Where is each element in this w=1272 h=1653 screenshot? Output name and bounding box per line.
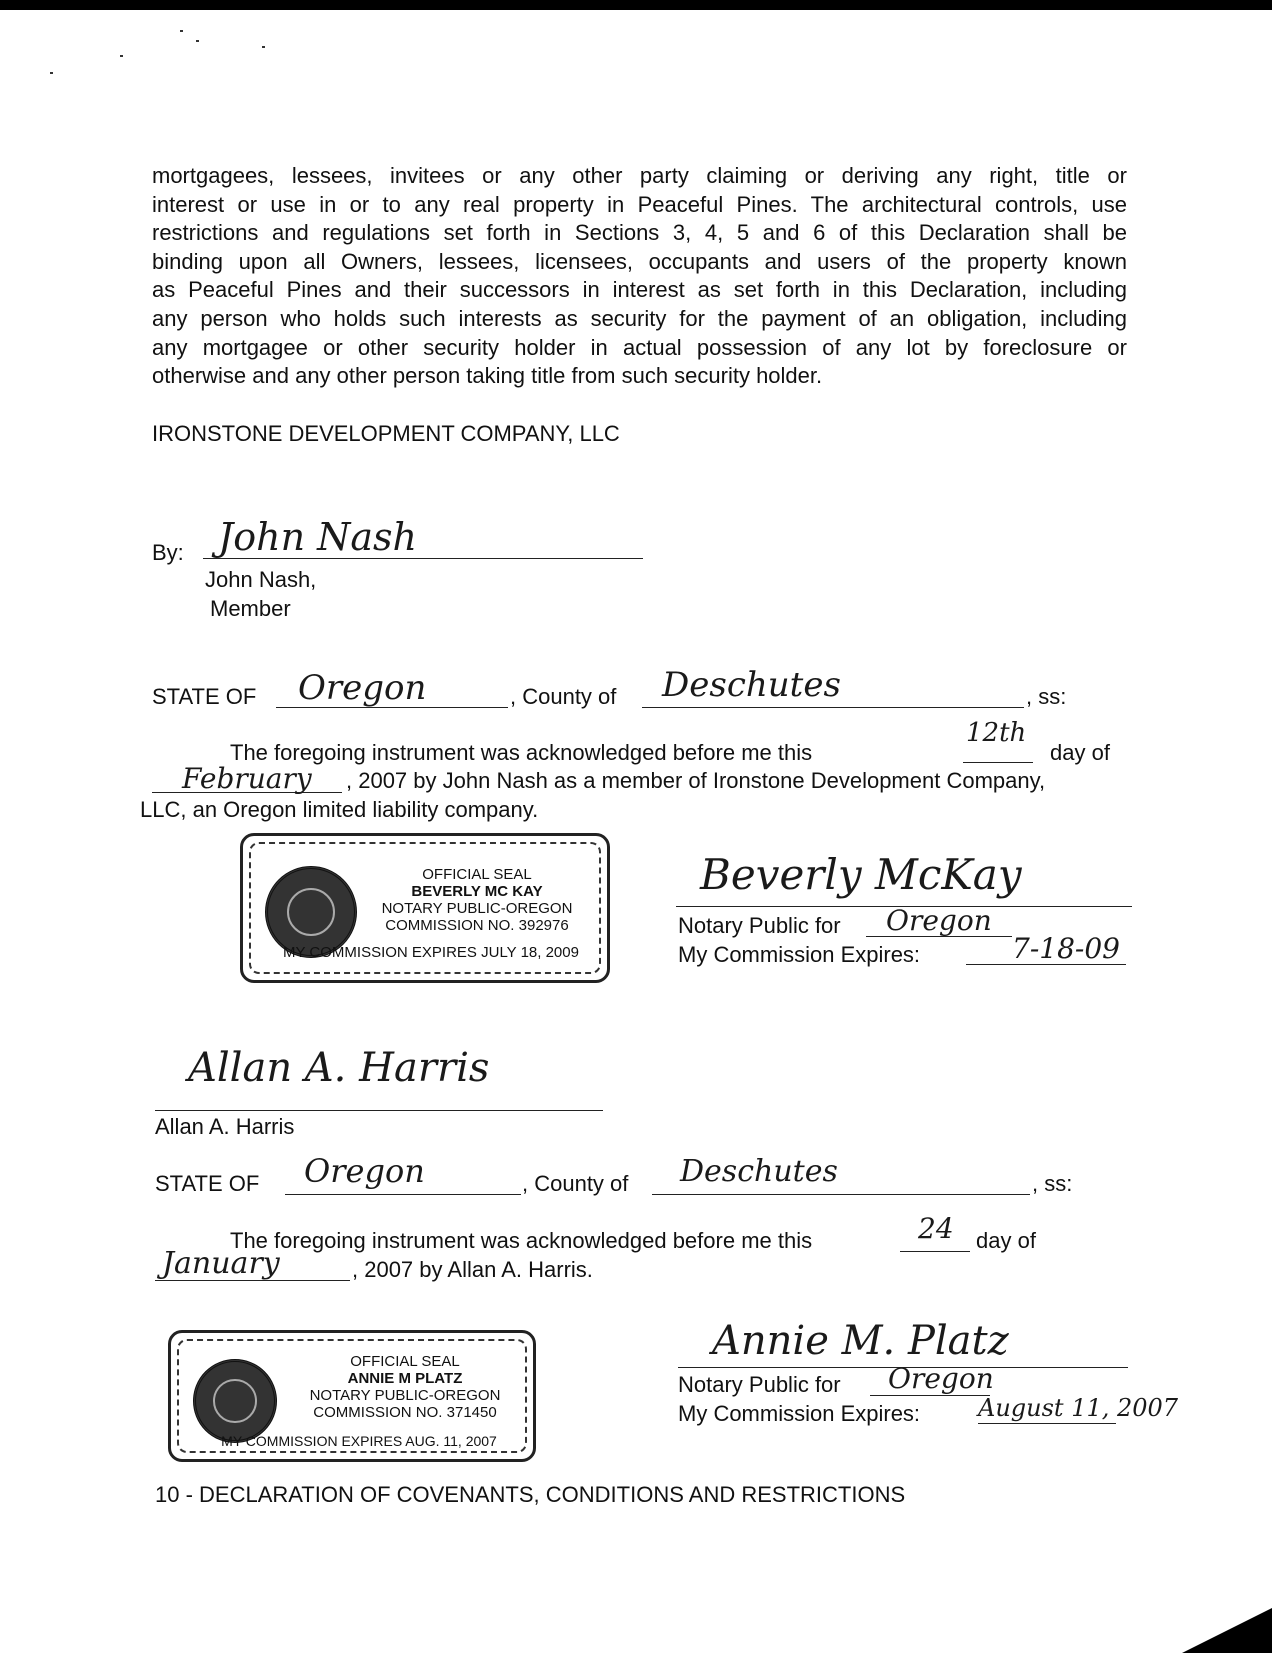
day-of-label: day of	[1050, 740, 1110, 765]
state-label: STATE OF	[152, 684, 257, 709]
declaration-paragraph	[152, 162, 1127, 391]
county-label: , County of	[510, 684, 617, 709]
paragraph-line: binding upon all Owners, lessees, licensees, occupants and users of the property known	[152, 248, 1127, 274]
seal-expiry: MY COMMISSION EXPIRES AUG. 11, 2007	[221, 1433, 497, 1449]
state-line	[285, 1194, 521, 1195]
state-label: STATE OF	[155, 1171, 260, 1196]
ss-label: , ss:	[1026, 684, 1067, 709]
seal-line: NOTARY PUBLIC-OREGON	[309, 1387, 501, 1404]
seal-line: NOTARY PUBLIC-OREGON	[381, 900, 573, 917]
scan-top-edge	[0, 0, 1272, 10]
signature-beverly-mckay: Beverly McKay	[700, 850, 1022, 899]
notary-state-value: Oregon	[888, 1362, 994, 1395]
day-line	[900, 1251, 970, 1252]
notary-seal-mckay	[240, 833, 610, 983]
signature-annie-platz: Annie M. Platz	[712, 1318, 1009, 1364]
seal-holder-name: ANNIE M PLATZ	[347, 1370, 463, 1387]
county-line	[652, 1194, 1030, 1195]
scan-speck	[50, 72, 53, 74]
ack-text: The foregoing instrument was acknowledged before me this	[230, 740, 813, 765]
seal-line: COMMISSION NO. 371450	[313, 1404, 497, 1421]
seal-expiry: MY COMMISSION EXPIRES JULY 18, 2009	[283, 944, 579, 961]
page-footer: 10 - DECLARATION OF COVENANTS, CONDITIONS AND RESTRICTIONS	[155, 1482, 906, 1507]
day-value: 12th	[966, 718, 1027, 748]
signature-line	[155, 1110, 603, 1111]
month-value: February	[182, 762, 312, 795]
state-value: Oregon	[298, 668, 427, 708]
ack-text: LLC, an Oregon limited liability company.	[140, 797, 539, 822]
seal-line: OFFICIAL SEAL	[350, 1353, 460, 1370]
ack-text: , 2007 by John Nash as a member of Ironstone Development Company,	[346, 768, 1046, 793]
day-line	[963, 762, 1033, 763]
signer-name: Allan A. Harris	[155, 1114, 295, 1139]
month-value: January	[162, 1246, 280, 1281]
state-seal-emblem-icon	[193, 1359, 277, 1443]
commission-expires-label: My Commission Expires:	[678, 1401, 921, 1426]
signer-name: John Nash,	[205, 567, 317, 592]
seal-text	[283, 1353, 527, 1421]
paragraph-line: interest or use in or to any real property in Peaceful Pines. The architectural controls, use	[152, 191, 1127, 217]
county-label: , County of	[522, 1171, 629, 1196]
state-value: Oregon	[304, 1152, 425, 1190]
expires-line	[978, 1423, 1116, 1424]
notary-seal-platz	[168, 1330, 536, 1462]
notary-state-value: Oregon	[886, 904, 992, 937]
seal-line: OFFICIAL SEAL	[422, 866, 532, 883]
scan-corner-mark	[1182, 1608, 1272, 1653]
notary-state-line	[870, 1395, 990, 1396]
scan-speck	[120, 55, 123, 57]
ack-text: The foregoing instrument was acknowledged before me this	[230, 1228, 813, 1253]
paragraph-line: mortgagees, lessees, invitees or any other party claiming or deriving any right, title or	[152, 163, 1127, 188]
paragraph-line: any person who holds such interests as security for the payment of an obligation, including	[152, 305, 1127, 331]
seal-text	[351, 866, 603, 934]
signer-title: Member	[210, 596, 291, 621]
notary-public-label: Notary Public for	[678, 913, 841, 938]
seal-line: COMMISSION NO. 392976	[385, 917, 569, 934]
commission-expires-label: My Commission Expires:	[678, 942, 921, 967]
county-value: Deschutes	[680, 1154, 838, 1189]
paragraph-line: restrictions and regulations set forth in Sections 3, 4, 5 and 6 of this Declaration shall be	[152, 220, 1127, 246]
ack-text: , 2007 by Allan A. Harris.	[352, 1257, 593, 1282]
day-of-label: day of	[976, 1228, 1036, 1253]
expires-value: August 11, 2007	[978, 1394, 1179, 1422]
county-line	[642, 707, 1024, 708]
scan-speck	[262, 46, 265, 48]
county-value: Deschutes	[662, 665, 841, 705]
day-value: 24	[918, 1212, 954, 1245]
paragraph-line: otherwise and any other person taking title from such security holder.	[152, 363, 823, 389]
signature-john-nash: John Nash	[218, 515, 418, 559]
expires-value: 7-18-09	[1012, 932, 1120, 965]
notary-public-label: Notary Public for	[678, 1372, 841, 1397]
scan-speck	[180, 30, 183, 32]
paragraph-line: as Peaceful Pines and their successors in interest as set forth in this Declaration, including	[152, 277, 1127, 303]
seal-holder-name: BEVERLY MC KAY	[411, 883, 543, 900]
ss-label: , ss:	[1032, 1171, 1073, 1196]
paragraph-line: any mortgagee or other security holder in actual possession of any lot by foreclosure or	[152, 334, 1127, 360]
signature-allan-harris: Allan A. Harris	[188, 1045, 490, 1091]
by-label: By:	[152, 540, 184, 565]
scan-speck	[196, 40, 199, 42]
company-name: IRONSTONE DEVELOPMENT COMPANY, LLC	[152, 421, 620, 446]
